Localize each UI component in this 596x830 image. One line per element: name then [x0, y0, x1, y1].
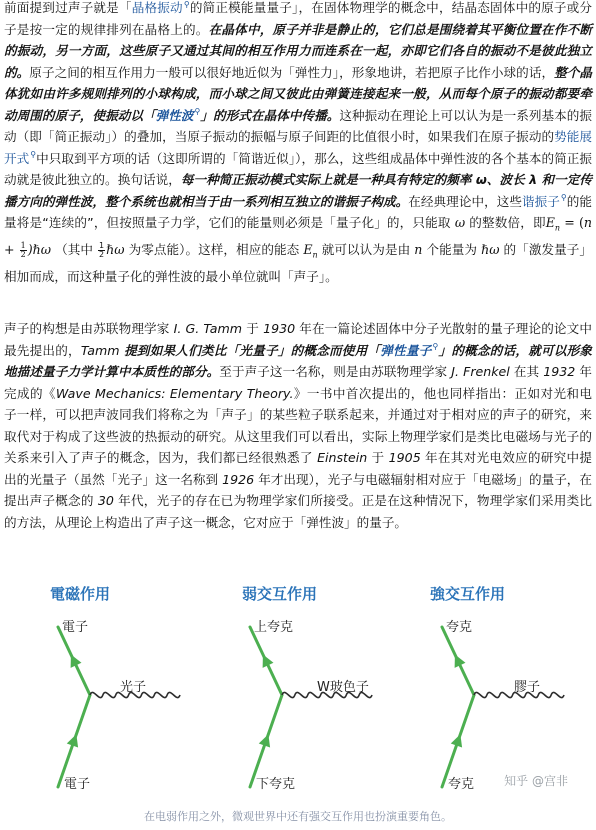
exchange-boson-label: W玻色子: [317, 680, 369, 695]
feynman-diagrams-svg: [20, 575, 576, 803]
paragraph-phonon-history: 声子的构想是由苏联物理学家 I. G. Tamm 于 1930 年在一篇论述固体中分子光散射的量子理论的论文中最先提出的，Tamm 提到如果人们类比「光量子」的概念而使用「弹性量子⚲」的概念的话，就可以形象地描述量子力学计算中本质性的部分。至于声子这一名称，则是由苏联物理学家 J. Frenkel 在其 1932 年完成的《Wave Mechanics: Elementary Theory.》一书中首次提出的，他也同样指出：正如对光和电子一样，可以把声波同我们将称之为「声子」的某些粒子联系起来，并通过对于相对应的声子的研究，来取代对于构成了这些波的热振动的研究。从这里我们可以看出，实际上物理学家们是类比电磁场与光子的关系来引入了声子的概念，因为，我们都已经很熟悉了 Einstein 于 1905 年在其对光电效应的研究中提出的光量子（虽然「光子」这一名称到 1926 年才出现），光子与电磁辐射相对应于「电磁场」的量子，在提出声子概念的 30 年代，光子的存在已为物理学家们所接受。正是在这种情况下，物理学家们采用类比的方法，从理论上构造出了声子这一概念，它对应于「弹性波」的量子。: [4, 321, 593, 530]
exchange-boson-label: 膠子: [514, 680, 541, 695]
figure-caption: 在电弱作用之外，微观世界中还有强交互作用也扮演重要角色。: [144, 810, 452, 823]
bottom-particle-label: 下夸克: [256, 777, 296, 792]
diagram-title: 電磁作用: [50, 585, 111, 603]
bottom-particle-label: 電子: [64, 777, 91, 792]
arrow-head-icon: [259, 734, 270, 747]
search-magnifier-icon: ⚲: [194, 107, 201, 117]
fraction-one-half: $\frac{1}{2}$: [99, 241, 105, 260]
search-magnifier-icon: ⚲: [432, 342, 439, 352]
paragraph-phonon-intro: 前面提到过声子就是「晶格振动⚲的简正模能量量子」，在固体物理学的概念中，结晶态固体中的原子或分子是按一定的规律排列在晶格上的。在晶体中，原子并非是静止的，它们总是围绕着其平衡位置在作不断的振动，另一方面，这些原子又通过其间的相互作用力而连系在一起，亦即它们各自的振动不是彼此独立的。原子之间的相互作用力一般可以很好地近似为「弹性力」，形象地讲，若把原子比作小球的话，整个晶体犹如由许多规则排列的小球构成，而小球之间又彼此由弹簧连接起来一般，从而每个原子的振动都要牵动周围的原子，使振动以「弹性波⚲」的形式在晶体中传播。这种振动在理论上可以认为是一系列基本的振动（即「简正振动」）的叠加，当原子振动的振幅与原子间距的比值很小时，如果我们在原子振动的势能展开式⚲中只取到平方项的话（这即所谓的「简谐近似」），那么，这些组成晶体中弹性波的各个基本的简正振动就是彼此独立的。换句话说，每一种简正振动模式实际上就是一种具有特定的频率 ω、波长 λ 和一定传播方向的弹性波，整个系统也就相当于由一系列相互独立的谐振子构成。在经典理论中，这些谐振子⚲的能量将是“连续的”，但按照量子力学，它们的能量则必须是「量子化」的，只能取 ω 的整数倍，即$E_n = (n$ + $\frac{1}{2}$ )ℏω （其中 $\frac{1}{2}$ ℏω 为零点能）。这样，相应的能态 $E_n$ 就可以认为是由 n 个能量为 ℏω 的「激发量子」相加而成，而这种量子化的弹性波的最小单位就叫「声子」。: [4, 0, 593, 285]
watermark-text: 知乎 @宫非: [504, 774, 568, 788]
search-magnifier-icon: ⚲: [560, 193, 567, 203]
link-harmonic-oscillator[interactable]: 谐振子⚲: [521, 193, 567, 209]
energy-formula: $E_n = (n$ + $\frac{1}{2}$ )ℏω: [4, 215, 592, 260]
bottom-particle-label: 夸克: [448, 777, 475, 792]
link-potential-expansion[interactable]: 势能展开式⚲: [4, 129, 593, 166]
feynman-diagrams-figure: [20, 575, 576, 803]
diagram-title: 強交互作用: [430, 585, 506, 603]
arrow-head-icon: [451, 734, 462, 747]
diagram-title: 弱交互作用: [242, 585, 318, 603]
search-magnifier-icon: ⚲: [30, 150, 37, 160]
fraction-one-half: $\frac{1}{2}$: [20, 241, 26, 260]
search-magnifier-icon: ⚲: [183, 0, 190, 9]
top-particle-label: 電子: [62, 620, 89, 635]
link-elastic-quantum[interactable]: 弹性量子⚲: [380, 342, 439, 358]
top-particle-label: 上夸克: [254, 620, 294, 635]
link-elastic-wave[interactable]: 弹性波⚲: [155, 107, 201, 123]
link-crystal-vibration[interactable]: 晶格振动⚲: [131, 0, 190, 15]
arrow-head-icon: [67, 734, 78, 747]
exchange-boson-label: 光子: [120, 680, 147, 695]
top-particle-label: 夸克: [446, 620, 473, 635]
